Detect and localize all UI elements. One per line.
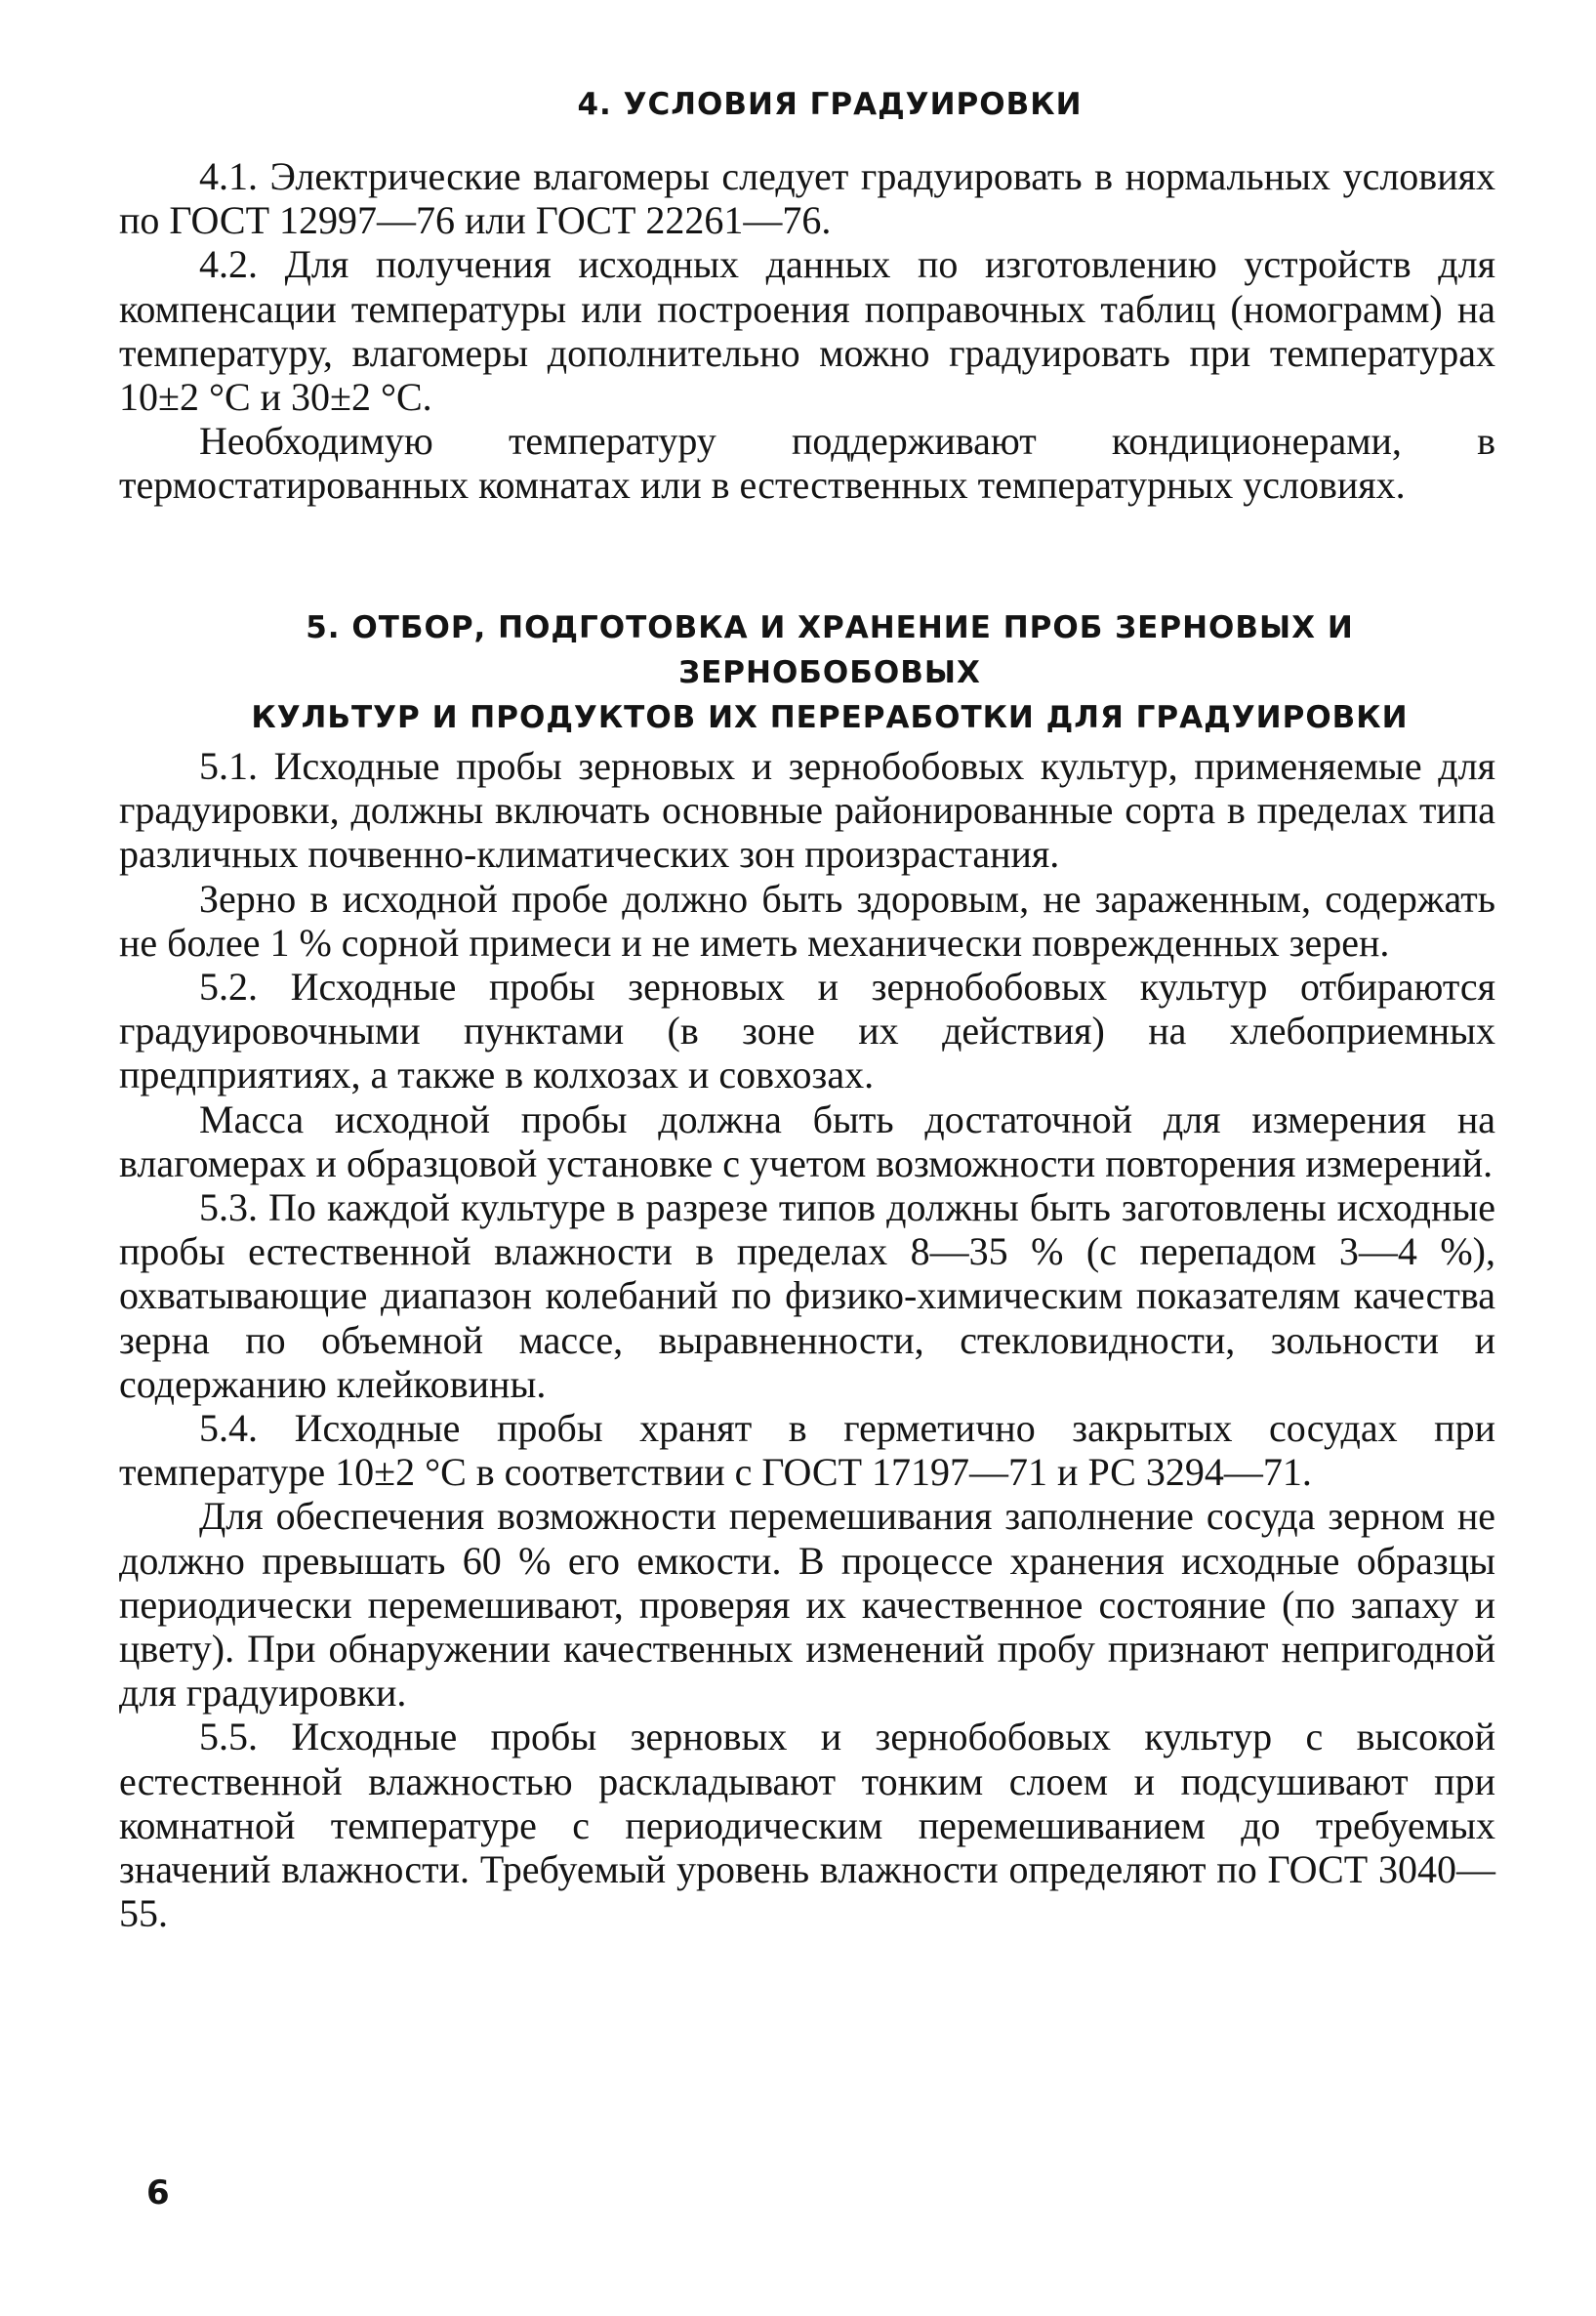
- paragraph-5-1: 5.1. Исходные пробы зерновых и зернобобовых культур, применяемые для градуировки, должны включать основные районированные сорта в пределах типа различных почвенно-климатических зон произрастания.: [119, 744, 1495, 877]
- paragraph-5-5: 5.5. Исходные пробы зерновых и зернобобовых культур с высокой естественной влажностью раскладывают тонким слоем и подсушивают при комнатной температуре с периодическим перемешиванием до требуемых значений влажности. Требуемый уровень влажности определяют по ГОСТ 3040—55.: [119, 1715, 1495, 1936]
- paragraph-5-2-note: Масса исходной пробы должна быть достаточной для измерения на влагомерах и образцовой установке с учетом возможности повторения измерений.: [119, 1096, 1495, 1185]
- paragraph-4-2: 4.2. Для получения исходных данных по изготовлению устройств для компенсации температуры или построения поправочных таблиц (номограмм) на температуру, влагомеры дополнительно можно градуировать при температурах 10±2 °С и 30±2 °С.: [119, 242, 1495, 420]
- paragraph-4-2-note: Необходимую температуру поддерживают кондиционерами, в термостатированных комнатах или в естественных температурных условиях.: [119, 419, 1495, 508]
- page-number: 6: [146, 2173, 170, 2213]
- paragraph-5-4: 5.4. Исходные пробы хранят в герметично закрытых сосудах при температуре 10±2 °С в соответствии с ГОСТ 17197—71 и РС 3294—71.: [119, 1406, 1495, 1495]
- paragraph-4-1: 4.1. Электрические влагомеры следует градуировать в нормальных условиях по ГОСТ 12997—76 или ГОСТ 22261—76.: [119, 154, 1495, 243]
- section-4-title: 4. УСЛОВИЯ ГРАДУИРОВКИ: [577, 87, 1083, 122]
- section-5-title-line-2: КУЛЬТУР И ПРОДУКТОВ ИХ ПЕРЕРАБОТКИ ДЛЯ ГРАДУИРОВКИ: [251, 700, 1409, 735]
- paragraph-5-4-note: Для обеспечения возможности перемешивания заполнение сосуда зерном не должно превышать 60 % его емкости. В процессе хранения исходные образцы периодически перемешивают, проверяя их качественное состояние (по запаху и цвету). При обнаружении качественных изменений пробу признают непригодной для градуировки.: [119, 1494, 1495, 1716]
- section-4-body: [119, 154, 1495, 508]
- paragraph-5-3: 5.3. По каждой культуре в разрезе типов должны быть заготовлены исходные пробы естественной влажности в пределах 8—35 % (с перепадом 3—4 %), охватывающие диапазон колебаний по физико-химическим показателям качества зерна по объемной массе, выравненности, стекловидности, зольности и содержанию клейковины.: [119, 1185, 1495, 1406]
- paragraph-5-2: 5.2. Исходные пробы зерновых и зернобобовых культур отбираются градуировочными пунктами (в зоне их действия) на хлебоприемных предприятиях, а также в колхозах и совхозах.: [119, 965, 1495, 1097]
- section-5-title: [156, 605, 1503, 740]
- section-5-title-line-1: 5. ОТБОР, ПОДГОТОВКА И ХРАНЕНИЕ ПРОБ ЗЕРНОВЫХ И ЗЕРНОБОБОВЫХ: [306, 610, 1354, 690]
- paragraph-5-1-note: Зерно в исходной пробе должно быть здоровым, не зараженным, содержать не более 1 % сорной примеси и не иметь механически поврежденных зерен.: [119, 876, 1495, 965]
- section-5-body: [119, 744, 1495, 1935]
